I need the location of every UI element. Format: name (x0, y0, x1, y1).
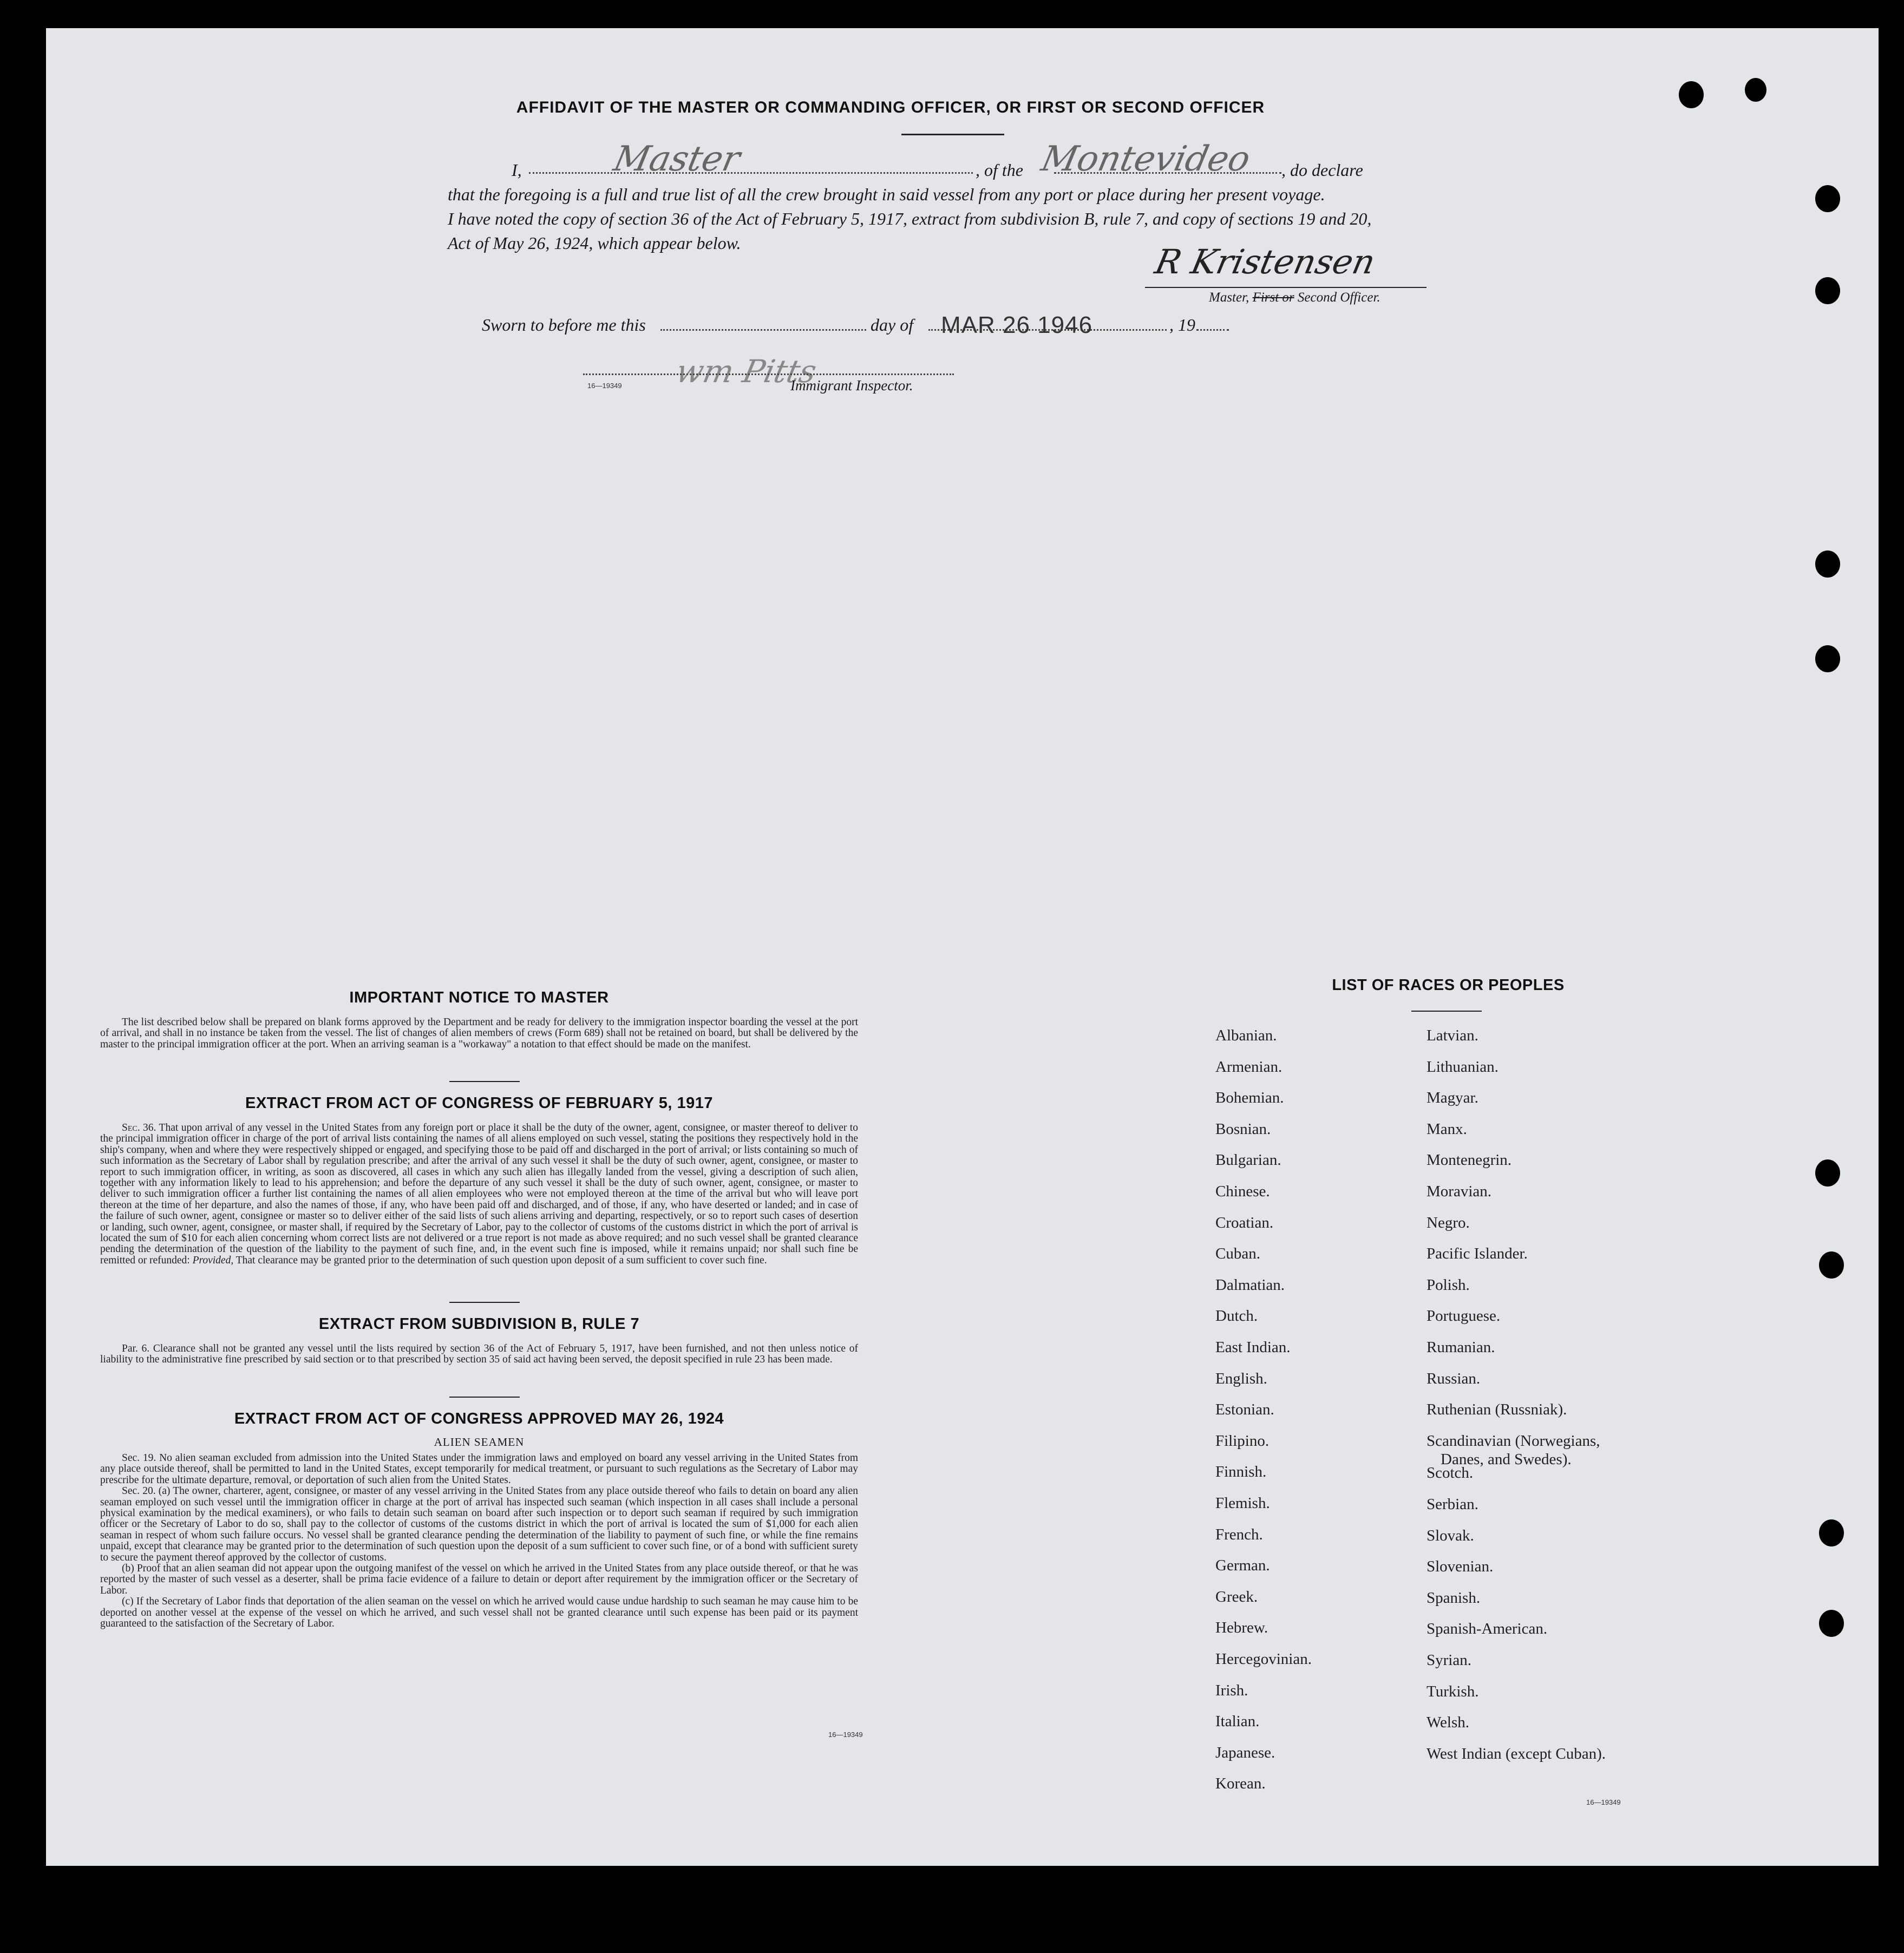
declaration-mid: , of the (976, 160, 1023, 180)
title-divider (901, 134, 1004, 135)
race-item: Bosnian. (1215, 1120, 1271, 1138)
races-column-1 (1215, 1027, 1421, 1828)
race-item: Greek. (1215, 1588, 1258, 1605)
section-20b: (b) Proof that an alien seaman did not appear upon the outgoing manifest of the vessel on which he arrived in the United States from any place outside thereof, or that he was reported by the master of such vessel as a deserter, shall be prima facie evidence of a failure to detain or deport after requirement by the immigration officer or the Secretary of Labor. (100, 1563, 858, 1596)
race-item: Slovenian. (1427, 1558, 1494, 1576)
race-item: Filipino. (1215, 1432, 1270, 1450)
race-item: Spanish-American. (1427, 1620, 1548, 1638)
race-item: Welsh. (1427, 1714, 1470, 1732)
race-item: Spanish. (1427, 1589, 1481, 1607)
struck-text: First or (1252, 290, 1294, 305)
form-number: 16—19349 (828, 1731, 863, 1739)
race-item: Cuban. (1215, 1245, 1260, 1263)
notice-text: The list described below shall be prepared on blank forms approved by the Department and be ready for delivery to the immigration inspector boarding the vessel at the port of arrival, and shall in no instance be taken from the vessel. The list of changes of alien members of crews (Form 689) shall not be retained on board, but shall be delivered by the master to the principal immigration officer at the port. When an arriving seaman is a "workaway" a notation to that effect should be made on the manifest. (100, 1017, 858, 1050)
section-divider (449, 1081, 520, 1082)
declaration-line-4: Act of May 26, 1924, which appear below. (448, 233, 741, 253)
races-column-2 (1427, 1027, 1751, 1828)
sworn-day-line (660, 329, 866, 331)
notice-title: IMPORTANT NOTICE TO MASTER (349, 989, 609, 1006)
master-caption: Master, First or Second Officer. (1209, 290, 1380, 305)
punch-hole-decoration (1815, 277, 1840, 304)
race-item: Finnish. (1215, 1463, 1267, 1481)
race-item: Italian. (1215, 1713, 1260, 1731)
punch-hole-decoration (1815, 185, 1840, 212)
race-item: Polish. (1427, 1276, 1470, 1294)
race-item: Estonian. (1215, 1401, 1274, 1419)
race-item: Flemish. (1215, 1495, 1270, 1512)
race-item: Irish. (1215, 1681, 1248, 1699)
race-item: Albanian. (1215, 1027, 1277, 1044)
extract-1924-title: EXTRACT FROM ACT OF CONGRESS APPROVED MAY 26, 1924 (234, 1410, 724, 1427)
date-stamp: MAR 26 1946 (941, 312, 1093, 338)
race-item: Chinese. (1215, 1183, 1270, 1200)
declaration-line-3: I have noted the copy of section 36 of the Act of February 5, 1917, extract from subdivision B, rule 7, and copy of sections 19 and 20, (448, 209, 1372, 228)
extract-1917-text: Sec. 36. That upon arrival of any vessel in the United States from any foreign port or place it shall be the duty of the owner, agent, consignee, or master thereof to deliver to the principal immigration officer in charge of the port of arrival lists containing the names of all aliens employed on such vessel, stating the positions they respectively hold in the ship's company, when and where they were respectively shipped or engaged, and specifying those to be paid off and discharged in the port of arrival; or lists containing so much of such information as the Secretary of Labor shall by regulation prescribe; and after the arrival of any such vessel it shall be the duty of such owner, agent, consignee, or master to report to such immigration officer, in writing, as soon as discovered, all cases in which any such alien has illegally landed from the vessel, giving a description of such alien, together with any information likely to lead to his apprehension; and before the departure of any such vessel it shall be the duty of such owner, agent, consignee, or master to deliver to such immigration officer a further list containing the names of all alien employees who were not employed thereon at the time of the arrival but who will leave port thereon at the time of her departure, and also the names of those, if any, who have been paid off and discharged, and of those, if any, who have deserted or landed; and in case of the failure of such owner, agent, consignee or master so to deliver either of the said lists of such aliens arriving and departing, respectively, or so to report such cases of desertion or landing, such owner, agent, consignee, or master shall, if required by the Secretary of Labor, pay to the collector of customs of the customs district in which the port of arrival is located the sum of $10 for each alien concerning whom correct lists are not delivered or a true report is not made as above required; and no such vessel shall be granted clearance pending the determination of the question of the liability to the payment of such fine, and, in the event such fine is imposed, while it remains unpaid; nor shall such fine be remitted or refunded: Provided, That clearance may be granted prior to the determination of such question upon deposit of a sum sufficient to cover such fine. (100, 1122, 858, 1266)
form-number: 16—19349 (1586, 1798, 1621, 1806)
section-20a: Sec. 20. (a) The owner, charterer, agent, consignee, or master of any vessel arriving in the United States from any place outside thereof who fails to detain on board any alien seaman employed on such vessel until the immigration officer in charge at the port of arrival has inspected such seaman (which inspection in all cases shall include a personal physical examination by the medical examiners), or who fails to detain such seaman on board after such inspection or to deport such seaman if required by such immigration officer or the Secretary of Labor to do so, shall pay to the collector of customs of the customs district in which the port of arrival is located the sum of $1,000 for each alien seaman in respect of whom such failure occurs. No vessel shall be granted clearance pending the determination of the liability to payment of such fine, or while the fine remains unpaid, except that clearance may be granted prior to the determination of such question upon the deposit of a sum sufficient to cover such fine, or of a bond with sufficient surety to secure the payment thereof approved by the collector of customs. (100, 1485, 858, 1563)
race-item: Magyar. (1427, 1089, 1478, 1107)
race-item: Croatian. (1215, 1214, 1274, 1231)
inspector-signature: wm Pitts (672, 353, 820, 390)
race-item: Dalmatian. (1215, 1276, 1285, 1294)
race-item: Moravian. (1427, 1183, 1491, 1200)
race-item: Rumanian. (1427, 1339, 1495, 1356)
affidavit-title: AFFIDAVIT OF THE MASTER OR COMMANDING OFFICER, OR FIRST OR SECOND OFFICER (516, 99, 1265, 116)
race-item: Manx. (1427, 1120, 1467, 1138)
race-item: Hercegovinian. (1215, 1650, 1312, 1668)
races-title-divider (1411, 1011, 1482, 1012)
punch-hole-decoration (1819, 1251, 1844, 1279)
sworn-day-label: day of (871, 315, 914, 335)
extract-1917-title: EXTRACT FROM ACT OF CONGRESS OF FEBRUARY 5, 1917 (245, 1095, 714, 1112)
race-item: Ruthenian (Russniak). (1427, 1401, 1567, 1419)
race-item: West Indian (except Cuban). (1427, 1745, 1606, 1762)
races-title: LIST OF RACES OR PEOPLES (1332, 976, 1565, 994)
race-item: Japanese. (1215, 1744, 1275, 1761)
form-number: 16—19349 (587, 382, 622, 390)
race-item: Bohemian. (1215, 1089, 1284, 1107)
race-item: Latvian. (1427, 1027, 1478, 1044)
signature-line (1145, 287, 1427, 288)
race-item: Armenian. (1215, 1058, 1283, 1076)
race-item: Syrian. (1427, 1651, 1471, 1669)
race-item: Dutch. (1215, 1307, 1258, 1325)
race-item: German. (1215, 1557, 1270, 1575)
handwritten-master-name: Master (610, 139, 744, 179)
punch-hole-decoration (1819, 1610, 1844, 1637)
punch-hole-decoration (1815, 1159, 1840, 1187)
race-item: East Indian. (1215, 1339, 1291, 1356)
section-label: Sec. 36. (122, 1122, 156, 1133)
affidavit-declaration (448, 158, 1509, 255)
extract-1924-text (100, 1453, 858, 1630)
section-20c: (c) If the Secretary of Labor finds that deportation of the alien seaman on the vessel on which he arrived would cause undue hardship to such seaman he may cause him to be deported on another vessel at the expense of the vessel on which he arrived, and such vessel shall not be granted clearance until such expense has been paid or its payment guaranteed to the satisfaction of the Secretary of Labor. (100, 1596, 858, 1630)
punch-hole-decoration (1815, 550, 1840, 578)
section-19: Sec. 19. No alien seaman excluded from admission into the United States under the immigration laws and employed on board any vessel arriving in the United States from any place outside thereof, shall be permitted to land in the United States, except temporarily for medical treatment, or pursuant to such regulations as the Secretary of Labor may prescribe for the ultimate departure, removal, or deportation of such alien from the United States. (100, 1452, 858, 1486)
race-item: Korean. (1215, 1775, 1266, 1793)
race-item: Montenegrin. (1427, 1151, 1512, 1169)
race-item: Negro. (1427, 1214, 1470, 1231)
sworn-line (466, 312, 1278, 342)
document-page (46, 28, 1879, 1866)
race-item: English. (1215, 1369, 1267, 1387)
sworn-year: , 19 (1169, 315, 1195, 335)
race-item: Bulgarian. (1215, 1151, 1281, 1169)
race-item: Scotch. (1427, 1464, 1474, 1482)
race-item: Serbian. (1427, 1496, 1478, 1513)
section-divider (449, 1397, 520, 1398)
race-item: Scandinavian (Norwegians, (1427, 1432, 1600, 1450)
race-item: Slovak. (1427, 1526, 1474, 1544)
sworn-prefix: Sworn to before me this (482, 315, 646, 335)
sworn-year-line (1196, 329, 1229, 331)
handwritten-vessel-name: Montevideo (1038, 139, 1254, 179)
declaration-suffix: , do declare (1281, 160, 1363, 180)
punch-hole-decoration (1679, 81, 1704, 108)
alien-seamen-subtitle: ALIEN SEAMEN (434, 1436, 525, 1449)
master-signature: R Kristensen (1151, 242, 1379, 281)
name-field-line (529, 172, 973, 174)
race-item: Hebrew. (1215, 1619, 1268, 1637)
race-item: Danes, and Swedes). (1441, 1450, 1572, 1468)
subdivision-b-title: EXTRACT FROM SUBDIVISION B, RULE 7 (318, 1315, 640, 1333)
punch-hole-decoration (1819, 1519, 1844, 1546)
race-item: Lithuanian. (1427, 1058, 1499, 1076)
section-divider (449, 1302, 520, 1303)
declaration-line-2: that the foregoing is a full and true list of all the crew brought in said vessel from any port or place during her present voyage. (448, 185, 1325, 204)
punch-hole-decoration (1745, 78, 1766, 102)
race-item: Turkish. (1427, 1682, 1479, 1700)
punch-hole-decoration (1815, 645, 1840, 672)
race-item: Pacific Islander. (1427, 1245, 1528, 1263)
race-item: Portuguese. (1427, 1307, 1501, 1325)
race-item: French. (1215, 1525, 1263, 1543)
inspector-caption: Immigrant Inspector. (790, 377, 913, 394)
inspector-signature-line (583, 373, 954, 375)
subdivision-b-text: Par. 6. Clearance shall not be granted any vessel until the lists required by section 36 of the Act of February 5, 1917, have been furnished, and not then unless notice of liability to the administrative fine prescribed by said section or to that prescribed by section 35 of said act having been served, the deposit specified in rule 23 has been made. (100, 1343, 858, 1366)
declaration-prefix: I, (512, 160, 522, 180)
race-item: Russian. (1427, 1369, 1481, 1387)
